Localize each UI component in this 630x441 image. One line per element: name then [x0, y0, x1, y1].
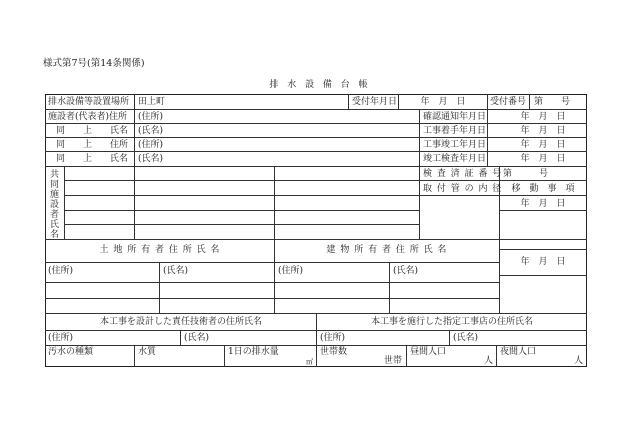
- row-line: [45, 123, 587, 124]
- inspection-date-value[interactable]: 年 月 日: [520, 154, 566, 164]
- day-population-label: 昼間人口: [410, 347, 447, 357]
- col-line: [419, 109, 420, 239]
- designer-address[interactable]: (住所): [48, 333, 74, 343]
- form-number: 様式第7号(第14条関係): [43, 58, 145, 69]
- sewage-type-label: 汚水の種類: [48, 347, 94, 357]
- col-line: [134, 94, 135, 166]
- place-label: 排水設備等設置場所: [48, 97, 130, 107]
- col-line: [529, 94, 530, 109]
- building-owner-address[interactable]: (住所): [278, 266, 304, 276]
- co-installer-char: 同: [49, 180, 59, 190]
- daily-discharge-label: 1日の排水量: [228, 347, 279, 357]
- row-line: [45, 151, 587, 152]
- col-line: [159, 262, 160, 313]
- page-title: 排 水 設 備 台 帳: [269, 80, 371, 90]
- installer-name-label: 同 上 氏名: [56, 126, 129, 136]
- col-line: [274, 166, 275, 239]
- contractor-address[interactable]: (住所): [320, 333, 346, 343]
- row-line: [64, 180, 587, 181]
- row-line: [499, 275, 587, 276]
- row-line: [45, 109, 587, 110]
- co-installer-char: 設: [49, 200, 59, 210]
- designer-name[interactable]: (氏名): [184, 333, 210, 343]
- col-line: [487, 94, 488, 109]
- row-line: [64, 210, 419, 211]
- night-population-label: 夜間人口: [500, 347, 537, 357]
- cert-value[interactable]: 第 号: [503, 169, 549, 179]
- col-line: [134, 345, 135, 367]
- col-line: [134, 166, 135, 239]
- night-population-unit: 人: [573, 356, 583, 366]
- water-quality-label: 水質: [138, 347, 157, 357]
- contractor-header: 本工事を施行した指定工事店の住所氏名: [370, 317, 533, 327]
- confirm-date-value[interactable]: 年 月 日: [520, 112, 566, 122]
- co-name-value[interactable]: (氏名): [138, 154, 164, 164]
- received-date-label: 受付年月日: [352, 97, 398, 107]
- inspection-date-label: 竣工検査年月日: [423, 154, 487, 164]
- col-line: [224, 345, 225, 367]
- building-owner-name[interactable]: (氏名): [393, 266, 419, 276]
- land-owner-address[interactable]: (住所): [48, 266, 74, 276]
- row-line: [45, 262, 499, 263]
- building-owner-header: 建 物 所 有 者 住 所 氏 名: [326, 245, 448, 255]
- received-date-value[interactable]: 年 月 日: [420, 97, 466, 107]
- day-population-unit: 人: [483, 356, 493, 366]
- row-line: [45, 239, 587, 240]
- col-line: [406, 345, 407, 367]
- households-label: 世帯数: [320, 347, 348, 357]
- col-line: [180, 330, 181, 345]
- land-owner-header: 土 地 所 有 者 住 所 氏 名: [99, 245, 221, 255]
- start-date-label: 工事着手年月日: [423, 126, 487, 136]
- completion-date-value[interactable]: 年 月 日: [520, 140, 566, 150]
- land-owner-name[interactable]: (氏名): [163, 266, 189, 276]
- move-date-2[interactable]: 年 月 日: [520, 257, 566, 267]
- receipt-no-value[interactable]: 第 号: [534, 97, 571, 107]
- row-line: [64, 195, 587, 196]
- co-installer-char: 共: [49, 170, 59, 180]
- co-installer-char: 者: [49, 210, 59, 220]
- co-address-value[interactable]: (住所): [138, 140, 164, 150]
- col-line: [496, 345, 497, 367]
- installer-name-value[interactable]: (氏名): [138, 126, 164, 136]
- co-installer-char: 施: [49, 190, 59, 200]
- receipt-no-label: 受付番号: [490, 97, 527, 107]
- col-line: [398, 94, 399, 109]
- designer-header: 本工事を設計した責任技術者の住所氏名: [99, 317, 262, 327]
- col-line: [449, 330, 450, 345]
- col-line: [64, 166, 65, 239]
- row-line: [45, 298, 499, 299]
- row-line: [499, 210, 587, 211]
- row-line: [64, 224, 419, 225]
- row-line: [499, 249, 587, 250]
- installer-address-value[interactable]: (住所): [138, 112, 164, 122]
- confirm-date-label: 確認通知年月日: [423, 112, 487, 122]
- households-unit: 世帯: [383, 356, 402, 366]
- place-value[interactable]: 田上町: [138, 97, 166, 107]
- move-items-label: 移 動 事 項: [511, 184, 575, 194]
- row-line: [45, 282, 499, 283]
- cert-label: 検 査 済 証 番 号: [423, 169, 503, 179]
- co-installer-char: 氏: [49, 220, 59, 230]
- co-installer-char: 名: [49, 230, 59, 240]
- pipe-diameter-label: 取 付 管 の 内 径: [423, 184, 503, 194]
- row-line: [45, 166, 587, 167]
- co-address-label: 同 上 住所: [56, 140, 129, 150]
- completion-date-label: 工事竣工年月日: [423, 140, 487, 150]
- contractor-name[interactable]: (氏名): [453, 333, 479, 343]
- col-line: [389, 262, 390, 313]
- col-line: [348, 94, 349, 109]
- installer-address-label: 施設者(代表者)住所: [48, 112, 128, 122]
- co-installer-label: [45, 170, 64, 240]
- start-date-value[interactable]: 年 月 日: [520, 126, 566, 136]
- row-line: [45, 137, 587, 138]
- col-line: [487, 109, 488, 166]
- move-date-1[interactable]: 年 月 日: [520, 199, 566, 209]
- discharge-unit: ㎥: [306, 358, 313, 366]
- co-name-label: 同 上 氏名: [56, 154, 129, 164]
